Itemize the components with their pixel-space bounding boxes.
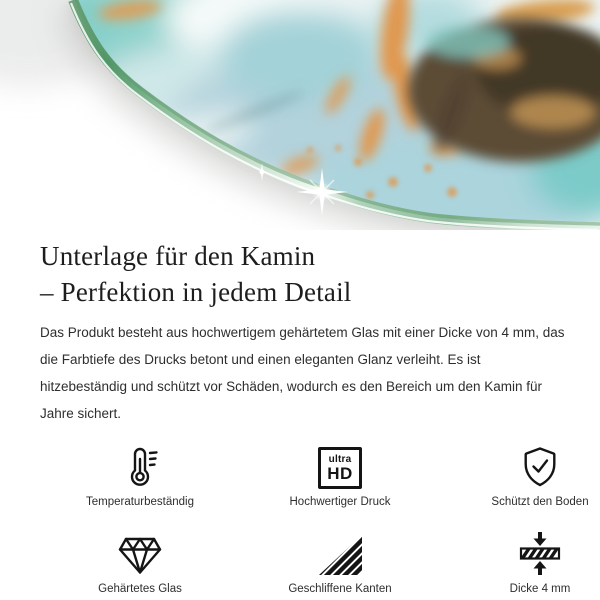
product-hero-image: [0, 0, 600, 230]
page-title: [40, 238, 560, 310]
feature-label: Hochwertiger Druck: [289, 496, 391, 508]
title-line-1: Unterlage für den Kamin: [40, 241, 316, 271]
ultra-hd-icon-text-bottom: HD: [327, 463, 353, 483]
feature-label: Gehärtetes Glas: [98, 583, 182, 595]
feature-item-glass: [40, 526, 240, 595]
feature-item-temperature: [40, 439, 240, 508]
features-grid: [40, 439, 589, 595]
ultra-hd-icon-text-top: ultra: [328, 453, 352, 465]
polished-edges-icon: [317, 526, 363, 576]
feature-label: Temperaturbeständig: [85, 496, 195, 508]
feature-item-edges: [240, 526, 440, 595]
title-line-2: – Perfektion in jedem Detail: [40, 277, 352, 307]
shield-check-icon: [518, 439, 562, 489]
feature-item-protect: [440, 439, 600, 508]
feature-label: Schützt den Boden: [491, 496, 589, 508]
feature-item-thickness: [440, 526, 600, 595]
feature-label: Geschliffene Kanten: [288, 583, 392, 595]
feature-label: Dicke 4 mm: [509, 583, 571, 595]
thickness-arrows-icon: [518, 526, 562, 576]
ultra-hd-icon: [318, 439, 362, 489]
feature-item-print: [240, 439, 440, 508]
diamond-icon: [117, 526, 163, 576]
product-description: Das Produkt besteht aus hochwertigem gehärtetem Glas mit einer Dicke von 4 mm, das die Farbtiefe des Drucks betont und einen eleganten Glanz verleiht. Es ist hitzebeständig und schützt vor Schäden, wodurch es den Bereich um den Kamin für Jahre sichert.: [40, 325, 565, 421]
glass-panel-photo: [0, 0, 600, 230]
product-info-section: [0, 238, 600, 595]
thermometer-icon: [118, 439, 162, 489]
